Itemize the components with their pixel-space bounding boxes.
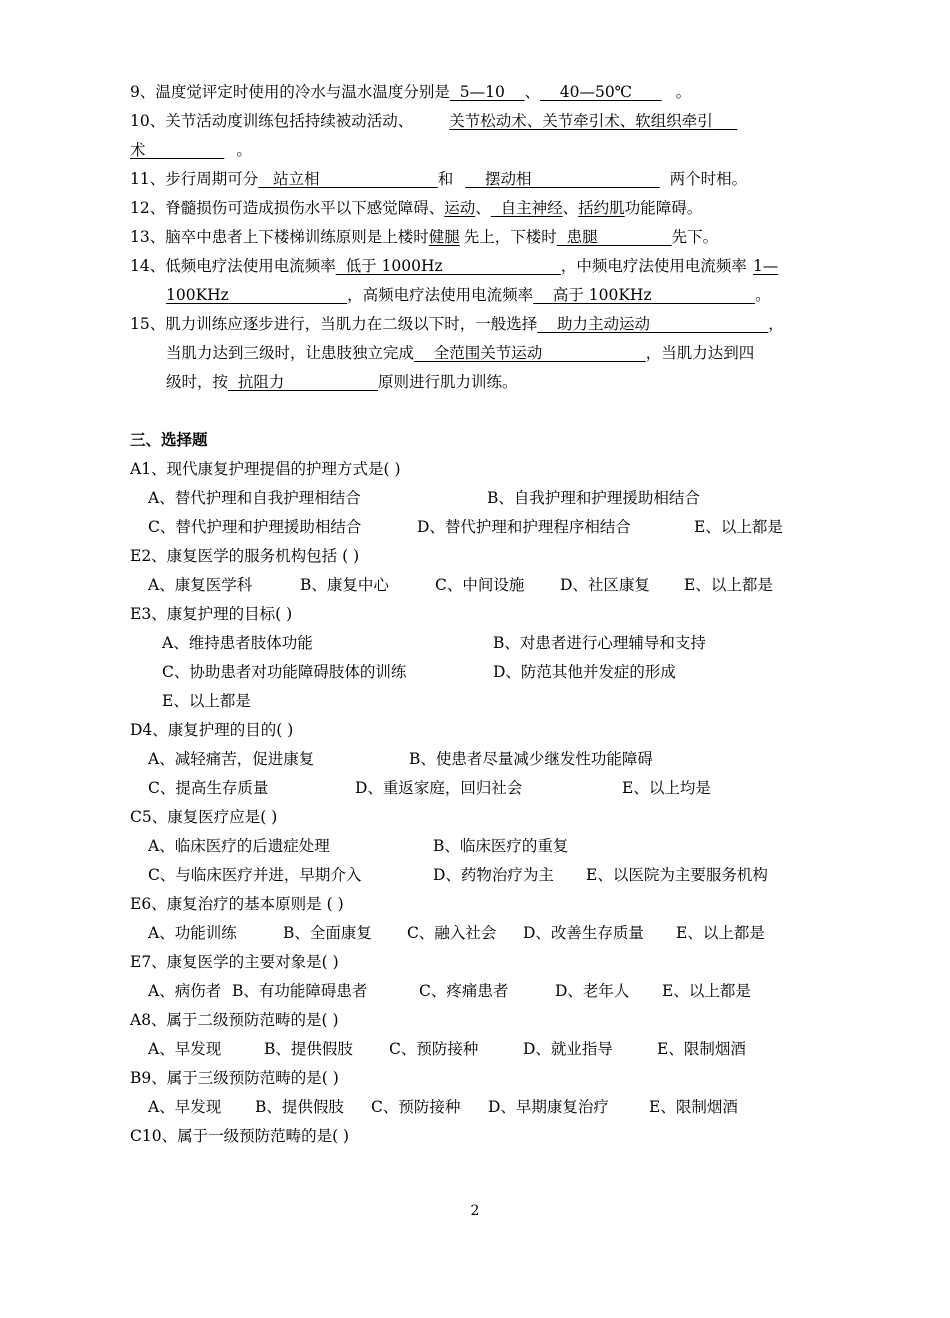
page-number: 2 bbox=[470, 1203, 480, 1219]
answer-blank: 5—10 bbox=[459, 83, 505, 101]
answer-blank: 1— bbox=[752, 257, 779, 275]
option-b: B、使患者尽量减少继发性功能障碍 bbox=[409, 750, 653, 768]
question-text: 和 bbox=[437, 170, 454, 188]
option-d: D、药物治疗为主 bbox=[433, 866, 554, 884]
mc-question-stem: A8、属于二级预防范畴的是( ) bbox=[130, 1011, 339, 1029]
fill-question-15-line2 bbox=[166, 343, 754, 363]
mc-question-stem: B9、属于三级预防范畴的是( ) bbox=[130, 1069, 339, 1087]
option-d: D、改善生存质量 bbox=[523, 924, 644, 942]
option-b: B、提供假肢 bbox=[255, 1098, 344, 1116]
question-text: 温度觉评定时使用的冷水与温水温度分别是 bbox=[155, 83, 450, 101]
answer-blank: 低于 1000Hz bbox=[345, 257, 443, 275]
question-number: 13、 bbox=[130, 228, 166, 246]
option-e: E、以上都是 bbox=[662, 982, 751, 1000]
question-end: 先下。 bbox=[671, 228, 719, 246]
fill-question-10-cont bbox=[130, 140, 252, 160]
option-c: C、融入社会 bbox=[407, 924, 497, 942]
separator: 、 bbox=[475, 199, 491, 217]
answer-blank: 括约肌 bbox=[578, 199, 625, 217]
fill-question-11 bbox=[130, 169, 747, 189]
question-text: ，中频电疗法使用电流频率 bbox=[560, 257, 747, 275]
question-text: 先上，下楼时 bbox=[463, 228, 557, 246]
question-text: 关节活动度训练包括持续被动活动、 bbox=[165, 112, 414, 130]
fill-question-12 bbox=[130, 198, 702, 218]
mc-question-stem: E7、康复医学的主要对象是( ) bbox=[130, 953, 339, 971]
option-e: E、以医院为主要服务机构 bbox=[586, 866, 768, 884]
option-c: C、预防接种 bbox=[389, 1040, 479, 1058]
option-a: A、临床医疗的后遗症处理 bbox=[148, 837, 330, 855]
option-c: C、协助患者对功能障碍肢体的训练 bbox=[162, 663, 407, 681]
question-text: ，高频电疗法使用电流频率 bbox=[347, 286, 534, 304]
fill-question-10 bbox=[130, 111, 737, 131]
option-a: A、康复医学科 bbox=[148, 576, 253, 594]
option-d: D、重返家庭，回归社会 bbox=[355, 779, 523, 797]
option-b: B、有功能障碍患者 bbox=[232, 982, 368, 1000]
option-e: E、以上均是 bbox=[622, 779, 711, 797]
option-b: B、提供假肢 bbox=[264, 1040, 353, 1058]
option-a: A、替代护理和自我护理相结合 bbox=[148, 489, 361, 507]
separator: ， bbox=[768, 315, 784, 333]
question-number: 10、 bbox=[130, 112, 166, 130]
mc-question-stem: C10、属于一级预防范畴的是( ) bbox=[130, 1127, 350, 1145]
question-number: 15、 bbox=[130, 315, 166, 333]
answer-blank: 摆动相 bbox=[485, 170, 532, 188]
separator: 、 bbox=[562, 199, 579, 217]
fill-question-15 bbox=[130, 314, 784, 334]
option-b: B、全面康复 bbox=[283, 924, 372, 942]
answer-blank: 高于 100KHz bbox=[552, 286, 652, 304]
question-number: 14、 bbox=[130, 257, 166, 275]
question-text: 当肌力达到三级时，让患肢独立完成 bbox=[166, 344, 415, 362]
question-end: 。 bbox=[236, 141, 252, 159]
option-c: C、替代护理和护理援助相结合 bbox=[148, 518, 362, 536]
option-c: C、疼痛患者 bbox=[419, 982, 509, 1000]
option-e: E、限制烟酒 bbox=[657, 1040, 746, 1058]
answer-blank: 助力主动运动 bbox=[556, 315, 650, 333]
question-text: 级时，按 bbox=[166, 373, 229, 391]
fill-question-14-cont bbox=[166, 285, 771, 305]
question-end: 。 bbox=[675, 83, 692, 101]
option-d: D、早期康复治疗 bbox=[488, 1098, 609, 1116]
question-text: ，当肌力达到四 bbox=[645, 344, 755, 362]
option-c: C、预防接种 bbox=[371, 1098, 461, 1116]
question-text: 低频电疗法使用电流频率 bbox=[165, 257, 336, 275]
option-c: C、提高生存质量 bbox=[148, 779, 269, 797]
option-c: C、中间设施 bbox=[435, 576, 525, 594]
option-b: B、对患者进行心理辅导和支持 bbox=[493, 634, 706, 652]
option-d: D、老年人 bbox=[555, 982, 630, 1000]
question-number: 11、 bbox=[130, 170, 166, 188]
question-end: 功能障碍。 bbox=[624, 199, 703, 217]
mc-question-stem: E2、康复医学的服务机构包括 ( ) bbox=[130, 547, 360, 565]
option-a: A、功能训练 bbox=[148, 924, 237, 942]
question-end: 两个时相。 bbox=[669, 170, 748, 188]
question-end: 。 bbox=[755, 286, 771, 304]
option-a: A、维持患者肢体功能 bbox=[162, 634, 313, 652]
option-d: D、防范其他并发症的形成 bbox=[493, 663, 676, 681]
answer-blank: 全范围关节运动 bbox=[433, 344, 543, 362]
option-d: D、社区康复 bbox=[560, 576, 650, 594]
answer-blank: 关节松动术、关节牵引术、软组织牵引 bbox=[449, 112, 713, 130]
answer-blank: 运动 bbox=[444, 199, 476, 217]
separator: 、 bbox=[524, 83, 541, 101]
option-b: B、临床医疗的重复 bbox=[433, 837, 569, 855]
question-text: 肌力训练应逐步进行，当肌力在二级以下时，一般选择 bbox=[165, 315, 538, 333]
option-a: A、减轻痛苦，促进康复 bbox=[148, 750, 315, 768]
fill-question-14 bbox=[130, 256, 778, 276]
option-d: D、替代护理和护理程序相结合 bbox=[417, 518, 631, 536]
question-end: 原则进行肌力训练。 bbox=[378, 373, 518, 391]
option-b: B、自我护理和护理援助相结合 bbox=[487, 489, 700, 507]
answer-blank: 100KHz bbox=[166, 286, 229, 304]
answer-blank: 患腿 bbox=[566, 228, 598, 246]
option-e: E、以上都是 bbox=[676, 924, 765, 942]
mc-question-stem: D4、康复护理的目的( ) bbox=[130, 721, 294, 739]
fill-question-13 bbox=[130, 227, 718, 247]
mc-question-stem: E6、康复治疗的基本原则是 ( ) bbox=[130, 895, 344, 913]
answer-blank: 抗阻力 bbox=[237, 373, 285, 391]
answer-blank: 术 bbox=[130, 141, 146, 159]
fill-question-9 bbox=[130, 82, 691, 102]
question-number: 9、 bbox=[130, 83, 156, 101]
answer-blank: 健腿 bbox=[428, 228, 460, 246]
mc-question-stem: A1、现代康复护理提倡的护理方式是( ) bbox=[130, 460, 401, 478]
option-d: D、就业指导 bbox=[523, 1040, 613, 1058]
fill-question-15-line3 bbox=[166, 372, 518, 392]
option-e: E、以上都是 bbox=[162, 692, 251, 710]
option-b: B、康复中心 bbox=[300, 576, 389, 594]
option-a: A、病伤者 bbox=[148, 982, 222, 1000]
option-c: C、与临床医疗并进，早期介入 bbox=[148, 866, 362, 884]
option-e: E、以上都是 bbox=[684, 576, 773, 594]
question-text: 脑卒中患者上下楼梯训练原则是上楼时 bbox=[165, 228, 429, 246]
question-text: 脊髓损伤可造成损伤水平以下感觉障碍、 bbox=[165, 199, 445, 217]
answer-blank: 站立相 bbox=[273, 170, 320, 188]
option-e: E、以上都是 bbox=[694, 518, 783, 536]
mc-question-stem: E3、康复护理的目标( ) bbox=[130, 605, 293, 623]
option-a: A、早发现 bbox=[148, 1040, 222, 1058]
mc-question-stem: C5、康复医疗应是( ) bbox=[130, 808, 278, 826]
option-a: A、早发现 bbox=[148, 1098, 222, 1116]
option-e: E、限制烟酒 bbox=[649, 1098, 738, 1116]
section-title: 三、选择题 bbox=[130, 430, 208, 449]
question-text: 步行周期可分 bbox=[165, 170, 259, 188]
answer-blank: 40—50℃ bbox=[559, 83, 633, 101]
answer-blank: 自主神经 bbox=[500, 199, 563, 217]
question-number: 12、 bbox=[130, 199, 166, 217]
